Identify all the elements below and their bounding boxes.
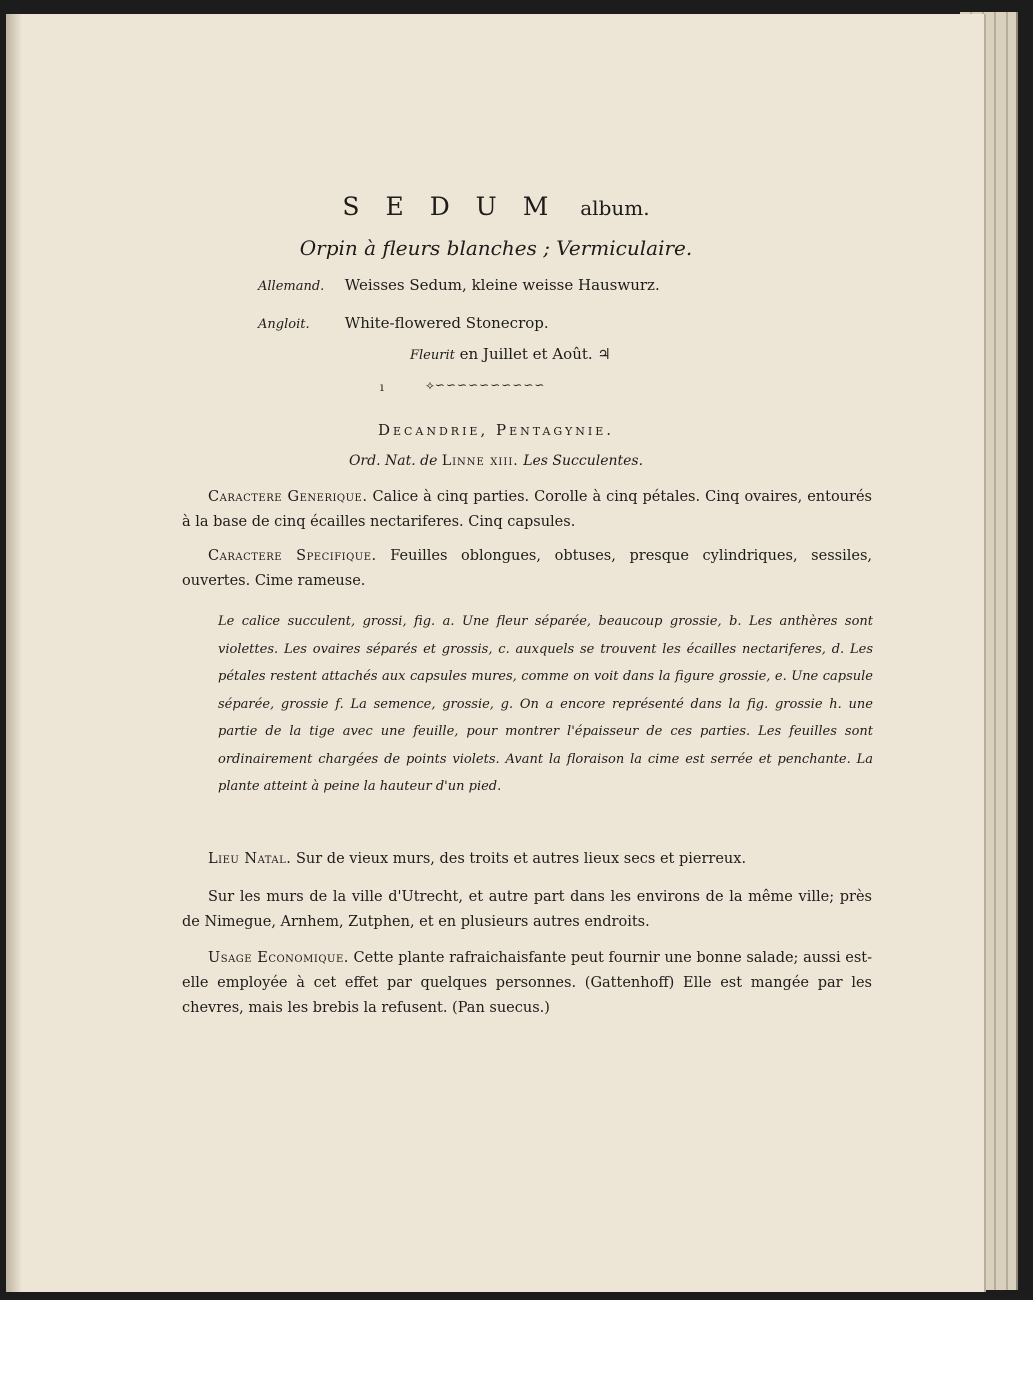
specific-character [182,544,872,594]
economic-usage-text: Cette plante rafraichaisfante peut fournir une bonne salade; aussi est-elle employée à cet effet par quelques personnes. (Gattenhoff) Elle est mangée par les chevres, mais les brebis la refusent. (Pan suecus.) [182,950,873,1016]
specific-character-head: Caractere Specifique. [208,548,377,564]
english-name: White-flowered Stonecrop. [344,314,549,332]
habitat [182,847,872,872]
german-label: Allemand. [258,279,325,294]
french-common-name: Orpin à fleurs blanches ; Vermiculaire. [299,236,693,260]
flowering-text: en Juillet et Août. ♃ [459,345,611,363]
generic-character-head: Caractere Generique. [208,489,368,505]
order-author: Linne xiii. [441,453,519,469]
linnaean-class: Decandrie, Pentagynie. [377,421,615,439]
order-family: Les Succulentes. [523,453,644,469]
german-name: Weisses Sedum, kleine weisse Hauswurz. [344,276,660,294]
genus-name: S E D U M [342,192,558,221]
english-label: Angloit. [258,317,310,332]
generic-character [182,485,872,535]
natural-order-line [6,453,986,469]
habitat-text: Sur de vieux murs, des troits et autres lieux secs et pierreux. [295,851,747,867]
specific-character-text: Feuilles oblongues, obtuses, presque cylindriques, sessiles, ouvertes. Cime rameuse. [182,548,872,589]
ornament-dot: ı [380,380,384,394]
order-prefix: Ord. Nat. de [348,453,438,469]
species-name: album. [580,196,650,220]
plate-description: Le calice succulent, grossi, fig. a. Une fleur séparée, beaucoup grossie, b. Les anthères sont violettes. Les ovaires séparés et grossis, c. auxquels se trouvent les écailles nectariferes, d. Les pétales restent attachés aux capsules mures, comme on voit dans la figure grossie, e. Une capsule séparée, grossie f. La semence, grossie, g. On a encore représenté dans la fig. grossie h. une partie de la tige avec une feuille, pour montrer l'épaisseur de ces parties. Les feuilles sont ordinairement chargées de points violets. Avant la floraison la cime est serrée et penchante. La plante atteint à peine la hauteur d'un pied. [218,614,873,794]
economic-usage-head: Usage Economique. [208,950,349,966]
flowering-label: Fleurit [410,348,455,363]
flowering-line [410,345,611,363]
generic-character-text: Calice à cinq parties. Corolle à cinq pétales. Cinq ovaires, entourés à la base de cinq écailles nectariferes. Cinq capsules. [182,489,872,530]
english-name-line [258,314,549,332]
ornament-divider: ⟡∽∽∽∽∽∽∽∽∽∽ [426,378,546,392]
book-page [6,14,986,1292]
page-title [6,192,986,221]
footer-bar [0,1300,1033,1390]
economic-usage [182,946,872,1021]
german-name-line [258,276,660,294]
locations: Sur les murs de la ville d'Utrecht, et autre part dans les environs de la même ville; près de Nimegue, Arnhem, Zutphen, et en plusieurs autres endroits. [182,889,872,930]
habitat-head: Lieu Natal. [208,851,292,867]
